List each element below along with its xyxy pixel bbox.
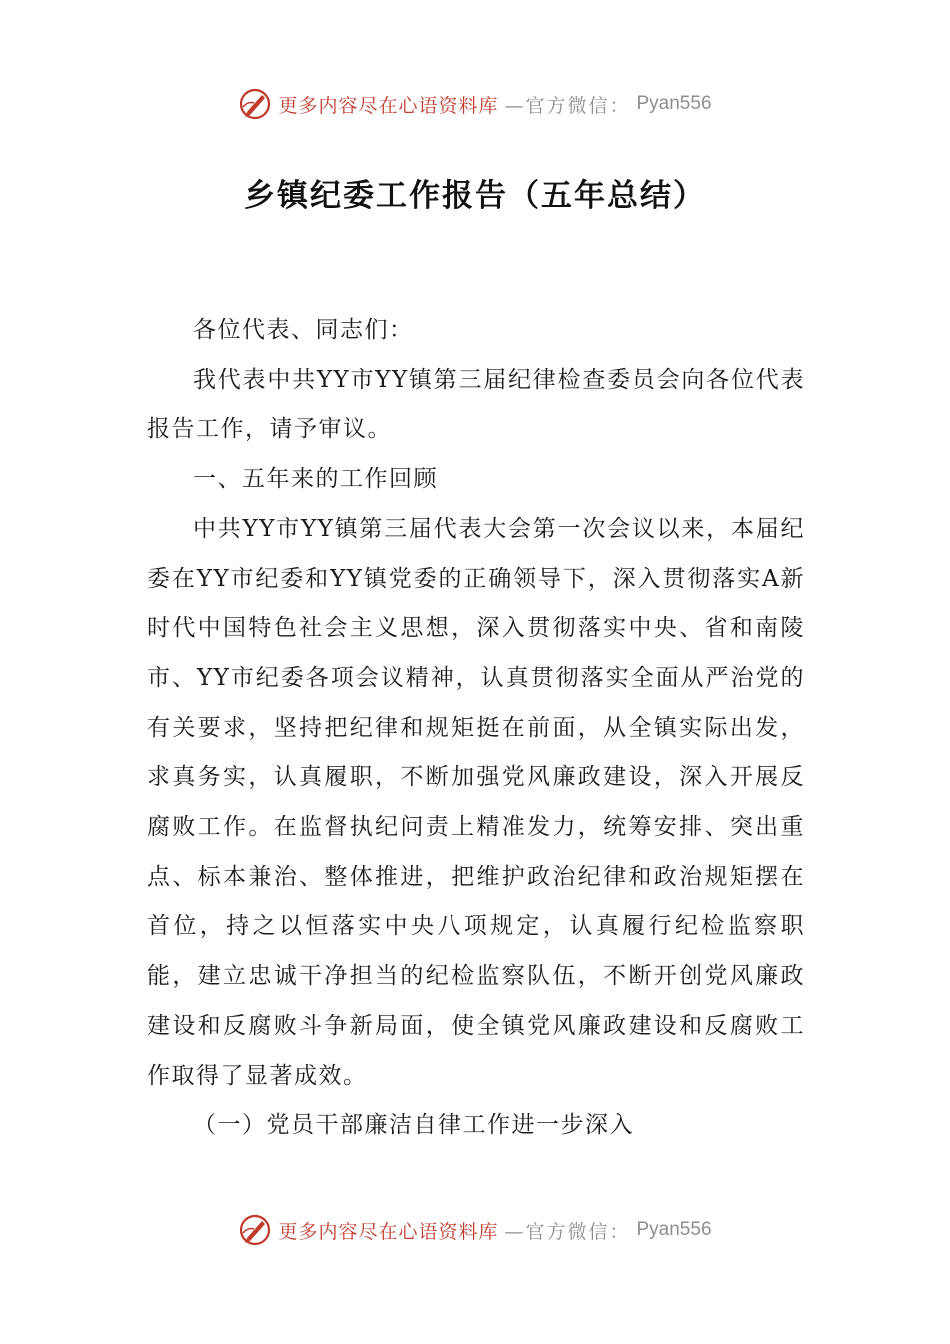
banner-site-name: 更多内容尽在心语资料库	[278, 94, 499, 117]
banner-site-name: 更多内容尽在心语资料库	[278, 1220, 499, 1243]
pen-seal-logo-icon	[238, 87, 272, 121]
paragraph-intro: 我代表中共YY市YY镇第三届纪律检查委员会向各位代表报告工作，请予审议。	[147, 366, 805, 443]
banner-wechat-label: —官方微信：	[504, 1220, 631, 1243]
banner-wechat-id: Pyan556	[636, 1219, 712, 1240]
document-body	[147, 306, 805, 1151]
header-banner	[0, 84, 950, 124]
footer-banner	[0, 1210, 950, 1250]
pen-seal-logo-icon	[238, 1213, 272, 1247]
salutation: 各位代表、同志们：	[193, 317, 414, 343]
banner-wechat-id: Pyan556	[636, 93, 712, 114]
banner-wechat-label: —官方微信：	[504, 94, 631, 117]
document-title: 乡镇纪委工作报告（五年总结）	[244, 178, 706, 214]
subsection-heading: （一）党员干部廉洁自律工作进一步深入	[193, 1112, 634, 1139]
paragraph-review: 中共YY市YY镇第三届代表大会第一次会议以来，本届纪委在YY市纪委和YY镇党委的正确领导下，深入贯彻落实A新时代中国特色社会主义思想，深入贯彻落实中央、省和南陵市、YY市纪委各项会议精神，认真贯彻落实全面从严治党的有关要求，坚持把纪律和规矩挺在前面，从全镇实际出发，求真务实，认真履职，不断加强党风廉政建设，深入开展反腐败工作。在监督执纪问责上精准发力，统筹安排、突出重点、标本兼治、整体推进，把维护政治纪律和政治规矩摆在首位，持之以恒落实中央八项规定，认真履行纪检监察职能，建立忠诚干净担当的纪检监察队伍，不断开创党风廉政建设和反腐败斗争新局面，使全镇党风廉政建设和反腐败工作取得了显著成效。	[147, 515, 805, 1089]
section-heading: 一、五年来的工作回顾	[193, 466, 438, 493]
